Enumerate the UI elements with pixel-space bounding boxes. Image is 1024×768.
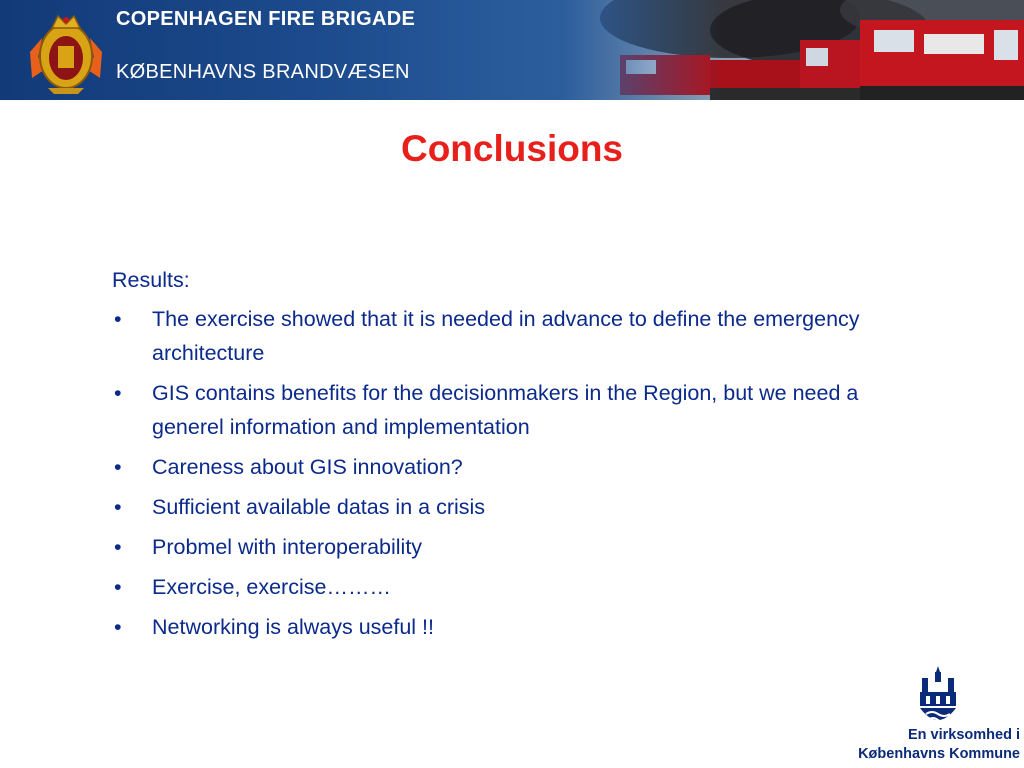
list-item [112,570,902,604]
org-name: COPENHAGEN FIRE BRIGADE [116,8,416,30]
list-item [112,376,902,444]
list-item-text: Careness about GIS innovation? [152,455,463,479]
slide-title: Conclusions [400,128,624,169]
org-name-local: KØBENHAVNS BRANDVÆSEN [116,61,410,83]
list-item [112,490,902,524]
list-item-text: GIS contains benefits for the decisionmakers in the Region, but we need a generel information and implementation [152,381,859,439]
list-item-text: Probmel with interoperability [152,535,423,559]
list-item [112,610,902,644]
fire-brigade-crest-icon [24,8,108,96]
list-item-text: Networking is always useful !! [152,615,434,639]
slide-content [112,264,902,650]
header-banner [0,0,1024,100]
list-item-text: Sufficient available datas in a crisis [152,495,486,519]
conclusion-list [112,302,902,644]
fire-trucks-photo [560,0,1024,100]
copenhagen-municipality-logo-icon [916,664,960,728]
bullet-icon: • [114,307,122,331]
list-item [112,530,902,564]
bullet-icon: • [114,495,122,519]
list-item [112,302,902,370]
list-item-text: Exercise, exercise……… [152,575,391,599]
footer-line-2: Københavns Kommune [858,746,1020,762]
footer-caption [844,726,1020,764]
bullet-icon: • [114,615,122,639]
list-item [112,450,902,484]
footer-line-1: En virksomhed i [907,727,1020,743]
bullet-icon: • [114,535,122,559]
results-label: Results: [112,268,190,292]
list-item-text: The exercise showed that it is needed in advance to define the emergency architecture [152,307,860,365]
bullet-icon: • [114,381,122,405]
bullet-icon: • [114,455,122,479]
bullet-icon: • [114,575,122,599]
